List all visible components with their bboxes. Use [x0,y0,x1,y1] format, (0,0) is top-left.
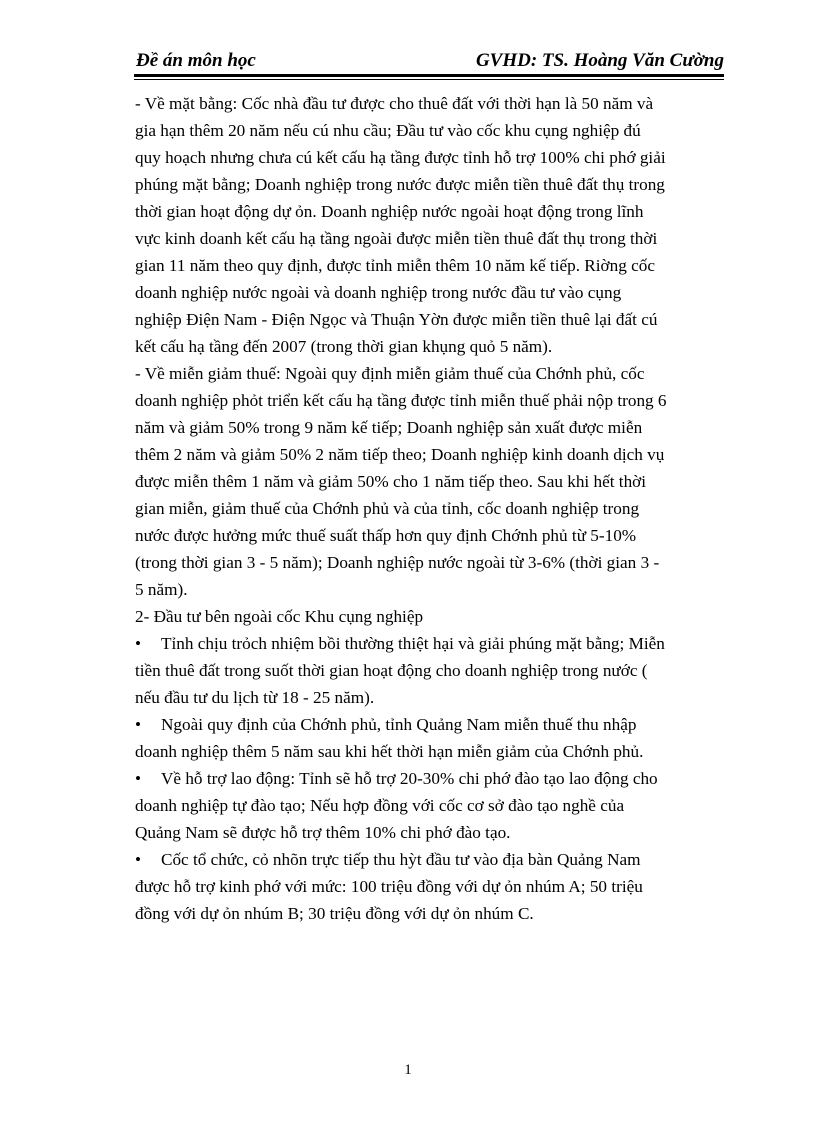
line-text: doanh nghiệp phỏt triển kết cấu hạ tầng được tỉnh miễn thuế phải nộp trong 6 [135,391,667,410]
text-line [135,630,735,657]
line-text: 2- Đầu tư bên ngoài cốc Khu cụng nghiệp [135,607,424,626]
line-text: doanh nghiệp thêm 5 năm sau khi hết thời hạn miễn giảm của Chớnh phủ. [135,742,644,761]
text-line [135,387,735,414]
text-line [135,765,735,792]
text-line [135,603,735,630]
text-line [135,873,735,900]
text-line [135,495,735,522]
text-line [135,900,735,927]
bullet-icon: • [135,634,142,653]
line-text: (trong thời gian 3 - 5 năm); Doanh nghiệp nước ngoài từ 3-6% (thời gian 3 - [135,553,660,572]
line-text: gian 11 năm theo quy định, được tỉnh miễn thêm 10 năm kế tiếp. Riờng cốc [135,256,655,275]
line-text: gia hạn thêm 20 năm nếu cú nhu cầu; Đầu tư vào cốc khu cụng nghiệp đú [135,121,641,140]
text-line [135,144,735,171]
text-line [135,441,735,468]
text-line [135,198,735,225]
document-body [135,90,735,927]
text-line [135,279,735,306]
line-text: 5 năm). [135,580,188,599]
text-line [135,657,735,684]
text-line [135,252,735,279]
line-text: - Về miễn giảm thuế: Ngoài quy định miễn giảm thuế của Chớnh phủ, cốc [135,364,645,383]
line-text: vực kinh doanh kết cấu hạ tầng ngoài được miễn tiền thuê đất thụ trong thời [135,229,658,248]
header-rule-thin [134,79,724,80]
line-text: - Về mặt bằng: Cốc nhà đầu tư được cho thuê đất với thời hạn là 50 năm và [135,94,654,113]
line-text: Về hỗ trợ lao động: Tỉnh sẽ hỗ trợ 20-30% chi phớ đào tạo lao động cho [161,769,658,788]
line-text: nếu đầu tư du lịch từ 18 - 25 năm). [135,688,375,707]
header-rule-thick [134,74,724,77]
text-line [135,549,735,576]
text-line [135,819,735,846]
line-text: gian miễn, giảm thuế của Chớnh phủ và của tỉnh, cốc doanh nghiệp trong [135,499,640,518]
bullet-icon: • [135,715,142,734]
text-line [135,738,735,765]
text-line [135,225,735,252]
line-text: được hỗ trợ kinh phớ với mức: 100 triệu đồng với dự ỏn nhúm A; 50 triệu [135,877,643,896]
text-line [135,117,735,144]
line-text: nước được hưởng mức thuế suất thấp hơn quy định Chớnh phủ từ 5-10% [135,526,637,545]
text-line [135,468,735,495]
line-text: doanh nghiệp tự đào tạo; Nếu hợp đồng với cốc cơ sở đào tạo nghề của [135,796,625,815]
line-text: thời gian hoạt động dự ỏn. Doanh nghiệp nước ngoài hoạt động trong lĩnh [135,202,644,221]
header-advisor: GVHD: TS. Hoàng Văn Cường [475,50,724,71]
line-text: phúng mặt bằng; Doanh nghiệp trong nước được miễn tiền thuê đất thụ trong [135,175,665,194]
text-line [135,333,735,360]
line-text: được miễn thêm 1 năm và giảm 50% cho 1 năm tiếp theo. Sau khi hết thời [135,472,647,491]
line-text: Cốc tổ chức, cỏ nhõn trực tiếp thu hỳt đầu tư vào địa bàn Quảng Nam [161,850,641,869]
line-text: Ngoài quy định của Chớnh phủ, tỉnh Quảng Nam miễn thuế thu nhập [161,715,637,734]
line-text: thêm 2 năm và giảm 50% 2 năm tiếp theo; Doanh nghiệp kinh doanh dịch vụ [135,445,665,464]
text-line [135,684,735,711]
text-line [135,90,735,117]
bullet-icon: • [135,850,142,869]
line-text: nghiệp Điện Nam - Điện Ngọc và Thuận Yờn được miễn tiền thuê lại đất cú [135,310,658,329]
line-text: Tỉnh chịu trỏch nhiệm bồi thường thiệt hại và giải phúng mặt bằng; Miễn [161,634,665,653]
line-text: đồng với dự ỏn nhúm B; 30 triệu đồng với dự ỏn nhúm C. [135,904,534,923]
line-text: năm và giảm 50% trong 9 năm kế tiếp; Doanh nghiệp sản xuất được miễn [135,418,643,437]
line-text: Quảng Nam sẽ được hỗ trợ thêm 10% chi phớ đào tạo. [135,823,511,842]
text-line [135,711,735,738]
header-title: Đề án môn học [136,50,256,71]
line-text: quy hoạch nhưng chưa cú kết cấu hạ tầng được tỉnh hỗ trợ 100% chi phớ giải [135,148,666,167]
text-line [135,360,735,387]
page-header [134,46,724,76]
text-line [135,306,735,333]
page-number: 1 [404,1062,412,1078]
text-line [135,792,735,819]
line-text: kết cấu hạ tầng đến 2007 (trong thời gian khụng quỏ 5 năm). [135,337,553,356]
text-line [135,414,735,441]
bullet-icon: • [135,769,142,788]
text-line [135,522,735,549]
line-text: tiền thuê đất trong suốt thời gian hoạt động cho doanh nghiệp trong nước ( [135,661,648,680]
text-line [135,171,735,198]
text-line [135,576,735,603]
line-text: doanh nghiệp nước ngoài và doanh nghiệp trong nước đầu tư vào cụng [135,283,622,302]
text-line [135,846,735,873]
